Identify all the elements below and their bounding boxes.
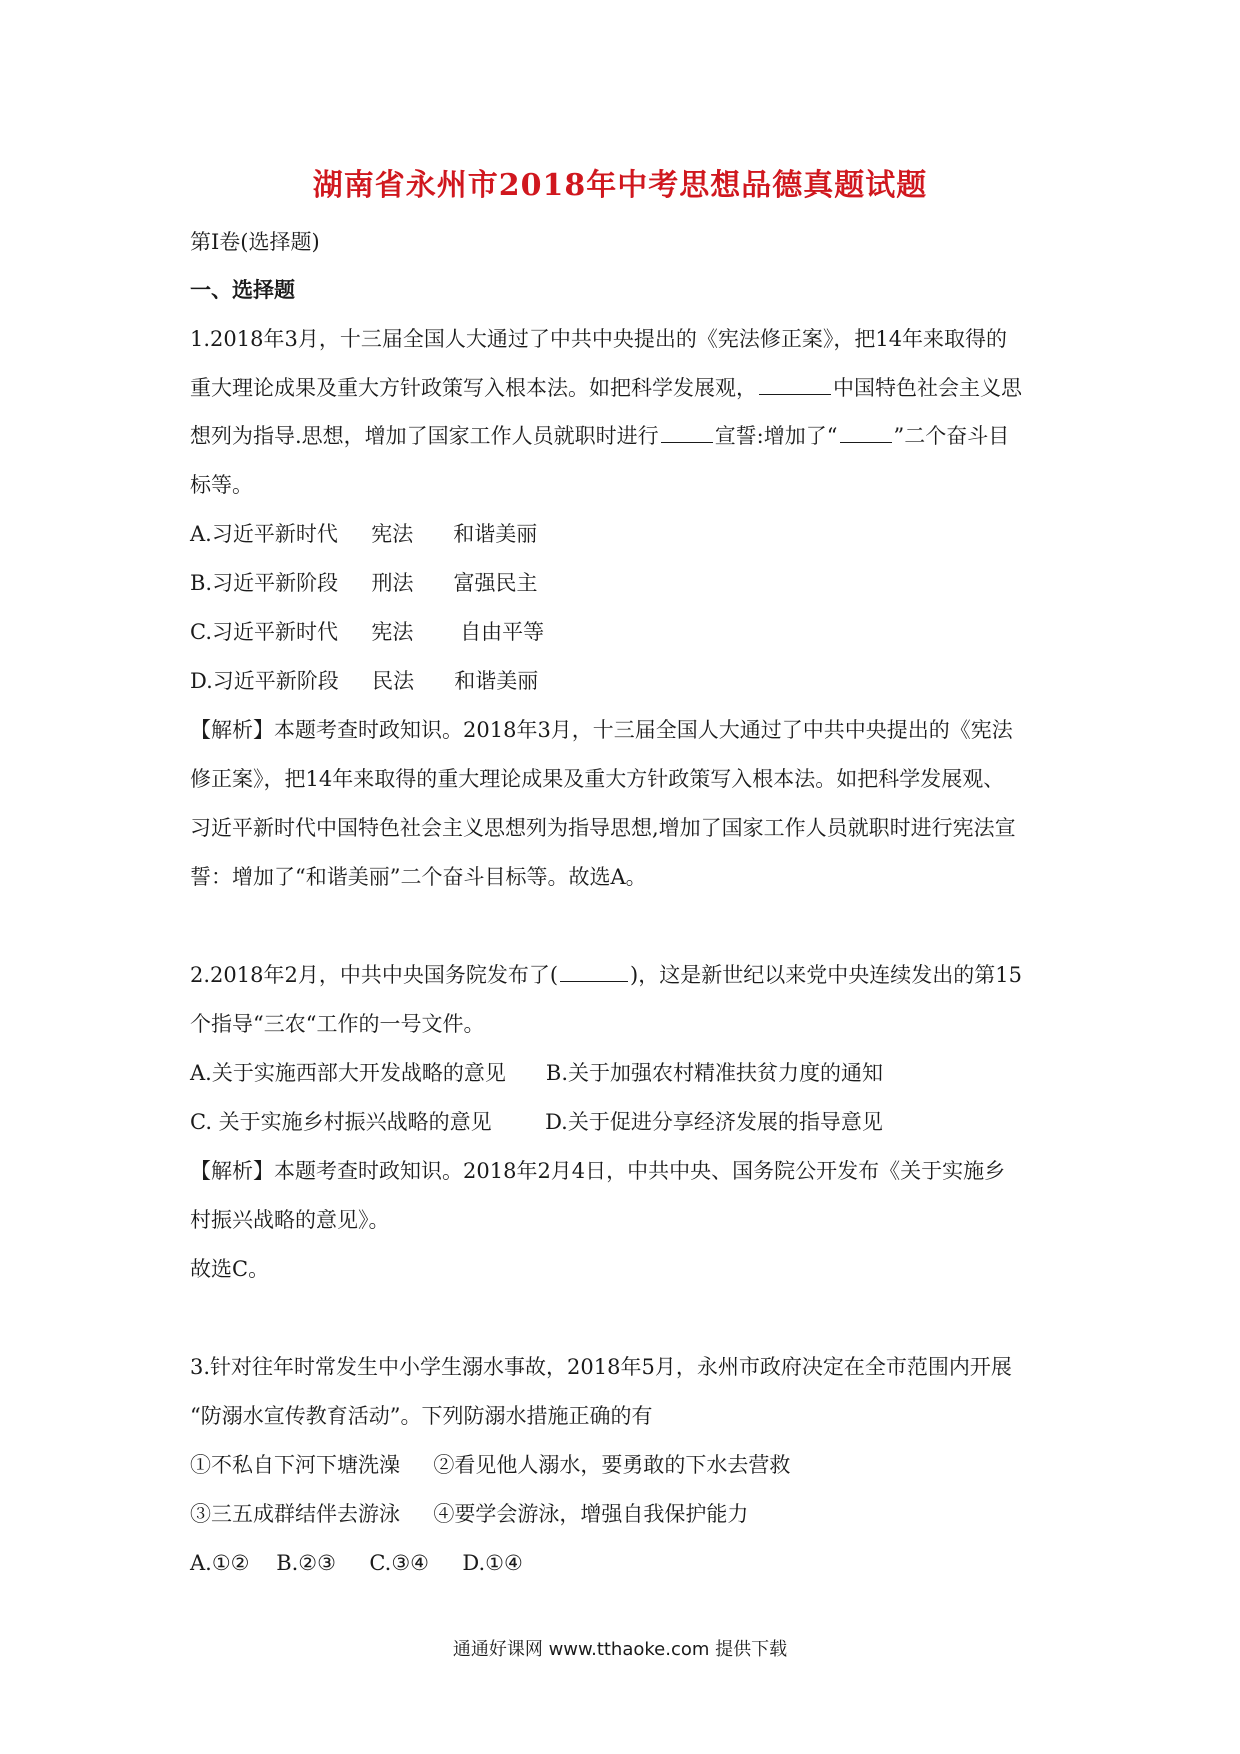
- q2-line1-text-a: 2.2018年2月，中共中央国务院发布了(: [190, 963, 559, 987]
- q2-analysis-line: 【解析】本题考查时政知识。2018年2月4日，中共中央、国务院公开发布《关于实施乡: [190, 1159, 1006, 1183]
- q3-items-row2: ③三五成群结伴去游泳 ④要学会游泳，增强自我保护能力: [190, 1502, 749, 1526]
- q2-analysis-line: 故选C。: [190, 1257, 270, 1281]
- q1-line3: [190, 421, 1009, 451]
- q2-options-row1: A.关于实施西部大开发战略的意见 B.关于加强农村精准扶贫力度的通知: [190, 1061, 883, 1085]
- q2-line1-text-b: )，这是新世纪以来党中央连续发出的第15: [630, 963, 1022, 987]
- q1-line3-text-a: 想列为指导.思想，增加了国家工作人员就职时进行: [190, 424, 659, 448]
- q1-analysis-line: 【解析】本题考查时政知识。2018年3月，十三届全国人大通过了中共中央提出的《宪法: [190, 718, 1013, 742]
- q1-analysis-line: 习近平新时代中国特色社会主义思想列为指导思想,增加了国家工作人员就职时进行宪法宣: [190, 816, 1016, 840]
- q1-analysis-line: 誓：增加了“和谐美丽”二个奋斗目标等。故选A。: [190, 865, 647, 889]
- section-header: 第Ⅰ卷(选择题): [190, 230, 320, 254]
- q3-options: A.①② B.②③ C.③④ D.①④: [190, 1551, 523, 1575]
- q2-analysis-line: 村振兴战略的意见》。: [190, 1208, 390, 1232]
- page-footer: 通通好课网 www.tthaoke.com 提供下载: [452, 1639, 788, 1660]
- q3-line1: 3.针对往年时常发生中小学生溺水事故，2018年5月，永州市政府决定在全市范围内开展: [190, 1355, 1012, 1379]
- answer-blank: [759, 393, 831, 395]
- q1-analysis-line: 修正案》，把14年来取得的重大理论成果及重大方针政策写入根本法。如把科学发展观、: [190, 767, 1005, 791]
- q2-line2: 个指导“三农“工作的一号文件。: [190, 1012, 485, 1036]
- q1-line2-text-a: 重大理论成果及重大方针政策写入根本法。如把科学发展观，: [190, 376, 757, 400]
- q3-items-row1: ①不私自下河下塘洗澡 ②看见他人溺水，要勇敢的下水去营救: [190, 1453, 791, 1477]
- q1-line4: 标等。: [190, 473, 253, 497]
- q1-line3-text-b: 宣誓:增加了“: [714, 424, 838, 448]
- q2-line1: [190, 960, 1022, 990]
- q1-option-d: D.习近平新阶段 民法 和谐美丽: [190, 669, 539, 693]
- q1-line2: [190, 373, 1022, 403]
- q1-option-a: A.习近平新时代 宪法 和谐美丽: [190, 522, 538, 546]
- q1-line1: 1.2018年3月，十三届全国人大通过了中共中央提出的《宪法修正案》，把14年来取得的: [190, 327, 1008, 351]
- answer-blank: [840, 441, 892, 443]
- q1-option-c: C.习近平新时代 宪法 自由平等: [190, 620, 545, 644]
- q3-line2: “防溺水宣传教育活动”。下列防溺水措施正确的有: [190, 1404, 653, 1428]
- q1-option-b: B.习近平新阶段 刑法 富强民主: [190, 571, 538, 595]
- q1-line2-text-b: 中国特色社会主义思: [833, 376, 1022, 400]
- q1-line3-text-c: ”二个奋斗目: [893, 424, 1010, 448]
- answer-blank: [560, 980, 628, 982]
- page-title: 湖南省永州市2018年中考思想品德真题试题: [312, 168, 928, 203]
- answer-blank: [661, 441, 713, 443]
- q2-options-row2: C. 关于实施乡村振兴战略的意见 D.关于促进分享经济发展的指导意见: [190, 1110, 883, 1134]
- part-heading: 一、选择题: [190, 277, 295, 302]
